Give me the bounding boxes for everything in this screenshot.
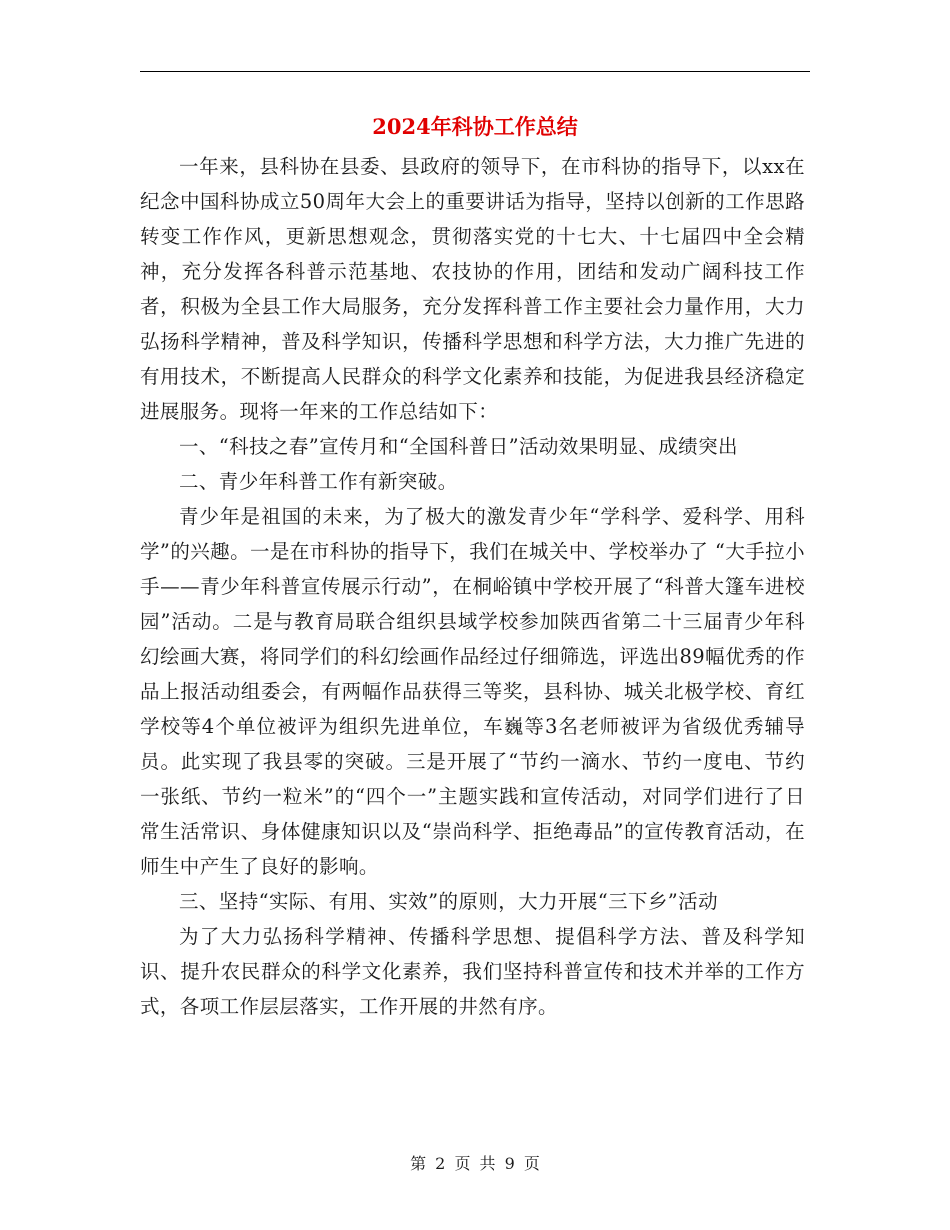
document-body bbox=[140, 149, 805, 1024]
section-heading-1: 一、“科技之春”宣传月和“全国科普日”活动效果明显、成绩突出 bbox=[179, 435, 738, 458]
section-heading-3: 三、坚持“实际、有用、实效”的原则，大力开展“三下乡”活动 bbox=[179, 890, 718, 913]
page-number-footer: 第 2 页 共 9 页 bbox=[410, 1154, 540, 1173]
section-heading-2: 二、青少年科普工作有新突破。 bbox=[179, 470, 458, 493]
paragraph-youth-science: 青少年是祖国的未来，为了极大的激发青少年“学科学、爱科学、用科学”的兴趣。一是在市科协的指导下，我们在城关中、学校举办了 “大手拉小手——青少年科普宣传展示行动”，在桐峪镇中学校开展了“科普大篷车进校园”活动。二是与教育局联合组织县域学校参加陕西省第二十三届青少年科幻绘画大赛，将同学们的科幻绘画作品经过仔细筛选，评选出89幅优秀的作品上报活动组委会，有两幅作品获得三等奖，县科协、城关北极学校、育红学校等4个单位被评为组织先进单位，车巍等3名老师被评为省级优秀辅导员。此实现了我县零的突破。三是开展了“节约一滴水、节约一度电、节约一张纸、节约一粒米”的“四个一”主题实践和宣传活动，对同学们进行了日常生活常识、身体健康知识以及“崇尚科学、拒绝毒品”的宣传教育活动，在师生中产生了良好的影响。 bbox=[140, 505, 805, 878]
paragraph-three-to-countryside: 为了大力弘扬科学精神、传播科学思想、提倡科学方法、普及科学知识、提升农民群众的科学文化素养，我们坚持科普宣传和技术并举的工作方式，各项工作层层落实，工作开展的井然有序。 bbox=[140, 925, 805, 1018]
document-title: 2024年科协工作总结 bbox=[372, 114, 578, 139]
paragraph-intro: 一年来，县科协在县委、县政府的领导下，在市科协的指导下，以xx在纪念中国科协成立50周年大会上的重要讲话为指导，坚持以创新的工作思路转变工作作风，更新思想观念，贯彻落实党的十七大、十七届四中全会精神，充分发挥各科普示范基地、农技协的作用，团结和发动广阔科技工作者，积极为全县工作大局服务，充分发挥科普工作主要社会力量作用，大力弘扬科学精神，普及科学知识，传播科学思想和科学方法，大力推广先进的有用技术，不断提高人民群众的科学文化素养和技能，为促进我县经济稳定进展服务。现将一年来的工作总结如下： bbox=[140, 155, 805, 423]
header-rule bbox=[140, 71, 810, 72]
